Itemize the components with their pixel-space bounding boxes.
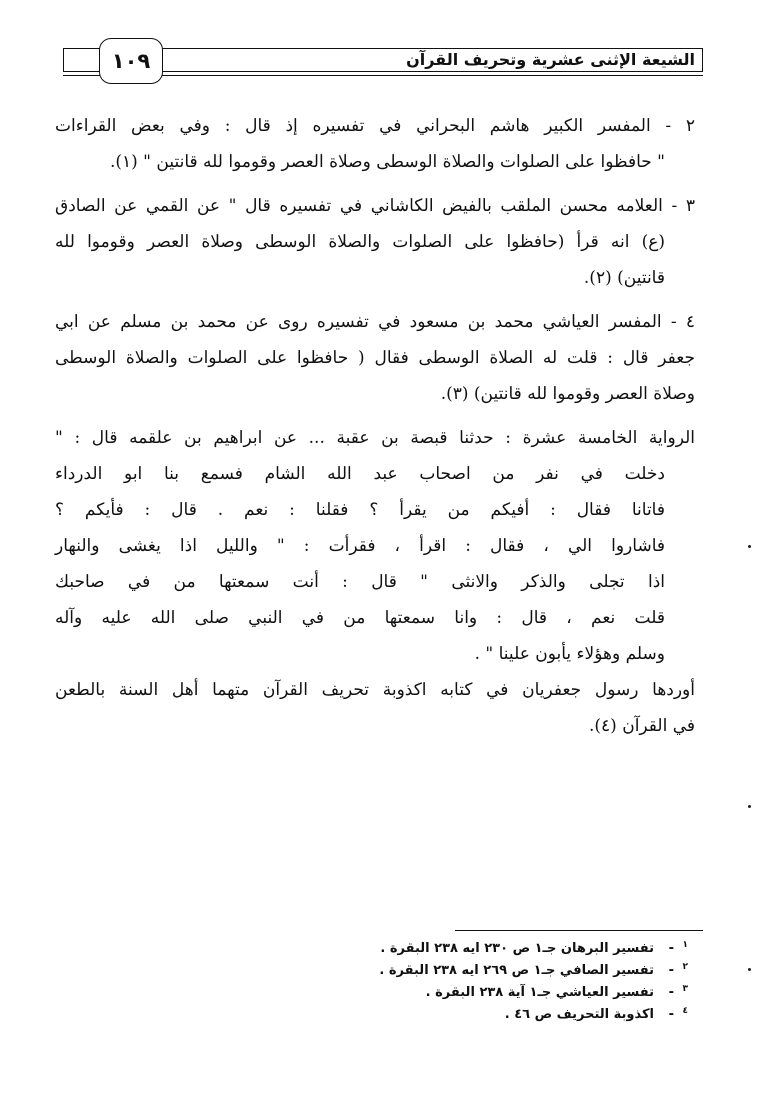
text-line: ٤ - المفسر العياشي محمد بن مسعود في تفسيره روى عن محمد بن مسلم عن ابي <box>55 312 695 332</box>
body-text <box>55 108 695 744</box>
footnotes <box>288 938 688 1026</box>
text-line: أوردها رسول جعفريان في كتابه اكذوبة تحريف القرآن متهما أهل السنة بالطعن <box>55 680 695 700</box>
page-number: ١٠٩ <box>111 49 151 73</box>
text-line: وصلاة العصر وقوموا لله قانتين) (٣). <box>440 384 695 404</box>
footnote-rule <box>455 930 703 931</box>
text-line: فاشاروا الي ، فقال : اقرأ ، فقرأت : " والليل اذا يغشى والنهار <box>55 536 665 556</box>
scan-speck <box>748 968 751 971</box>
text-line: قانتين) (٢). <box>583 268 665 288</box>
text-line: جعفر قال : قلت له الصلاة الوسطى فقال ( حافظوا على الصلوات والصلاة الوسطى <box>55 348 695 368</box>
footnote-text: تفسير الصافي جـ١ ص ٢٦٩ ايه ٢٣٨ البقرة . <box>379 963 654 978</box>
text-line: الرواية الخامسة عشرة : حدثنا قبصة بن عقبة ... عن ابراهيم بن علقمه قال : " <box>55 428 695 448</box>
text-line: قلت نعم ، قال : وانا سمعتها من في النبي صلى الله عليه وآله <box>55 608 665 628</box>
footnote-number: ٢ <box>682 962 688 972</box>
text-line: " حافظوا على الصلوات والصلاة الوسطى وصلاة العصر وقوموا لله قانتين " (١). <box>109 152 665 172</box>
text-line: في القرآن (٤). <box>588 716 695 736</box>
scan-speck <box>748 805 751 808</box>
text-line: ٣ - العلامه محسن الملقب بالفيض الكاشاني في تفسيره قال " عن القمي عن الصادق <box>55 196 695 216</box>
text-line: دخلت في نفر من اصحاب عبد الله الشام فسمع بنا ابو الدرداء <box>55 464 665 484</box>
footnote-text: تفسير العياشي جـ١ آية ٢٣٨ البقرة . <box>425 985 654 1000</box>
footnote-text: اكذوبة التحريف ص ٤٦ . <box>504 1007 654 1022</box>
page-header <box>63 38 703 84</box>
text-line: وسلم وهؤلاء يأبون علينا " . <box>474 644 665 664</box>
text-line: اذا تجلى والذكر والانثى " قال : أنت سمعتها من في صاحبك <box>55 572 665 592</box>
footnote: ٤-اكذوبة التحريف ص ٤٦ . <box>504 1006 688 1022</box>
text-line: فاتانا فقال : أفيكم من يقرأ ؟ فقلنا : نعم . قال : فأيكم ؟ <box>55 500 665 520</box>
book-title: الشيعة الإثنى عشرية وتحريف القرآن <box>406 50 695 69</box>
footnote: ٢-تفسير الصافي جـ١ ص ٢٦٩ ايه ٢٣٨ البقرة . <box>379 962 688 978</box>
text-line: (ع) انه قرأ (حافظوا على الصلوات والصلاة الوسطى وصلاة العصر وقوموا لله <box>55 232 665 252</box>
footnote-number: ٣ <box>682 984 688 994</box>
scan-speck <box>748 545 751 548</box>
footnote: ٣-تفسير العياشي جـ١ آية ٢٣٨ البقرة . <box>425 984 688 1000</box>
footnote: ١-تفسير البرهان جـ١ ص ٢٣٠ ايه ٢٣٨ البقرة . <box>380 940 688 956</box>
footnote-number: ١ <box>682 940 688 950</box>
footnote-number: ٤ <box>682 1006 688 1016</box>
text-line: ٢ - المفسر الكبير هاشم البحراني في تفسيره إذ قال : وفي بعض القراءات <box>55 116 695 136</box>
footnote-text: تفسير البرهان جـ١ ص ٢٣٠ ايه ٢٣٨ البقرة . <box>380 941 654 956</box>
page-number-box <box>99 38 163 84</box>
